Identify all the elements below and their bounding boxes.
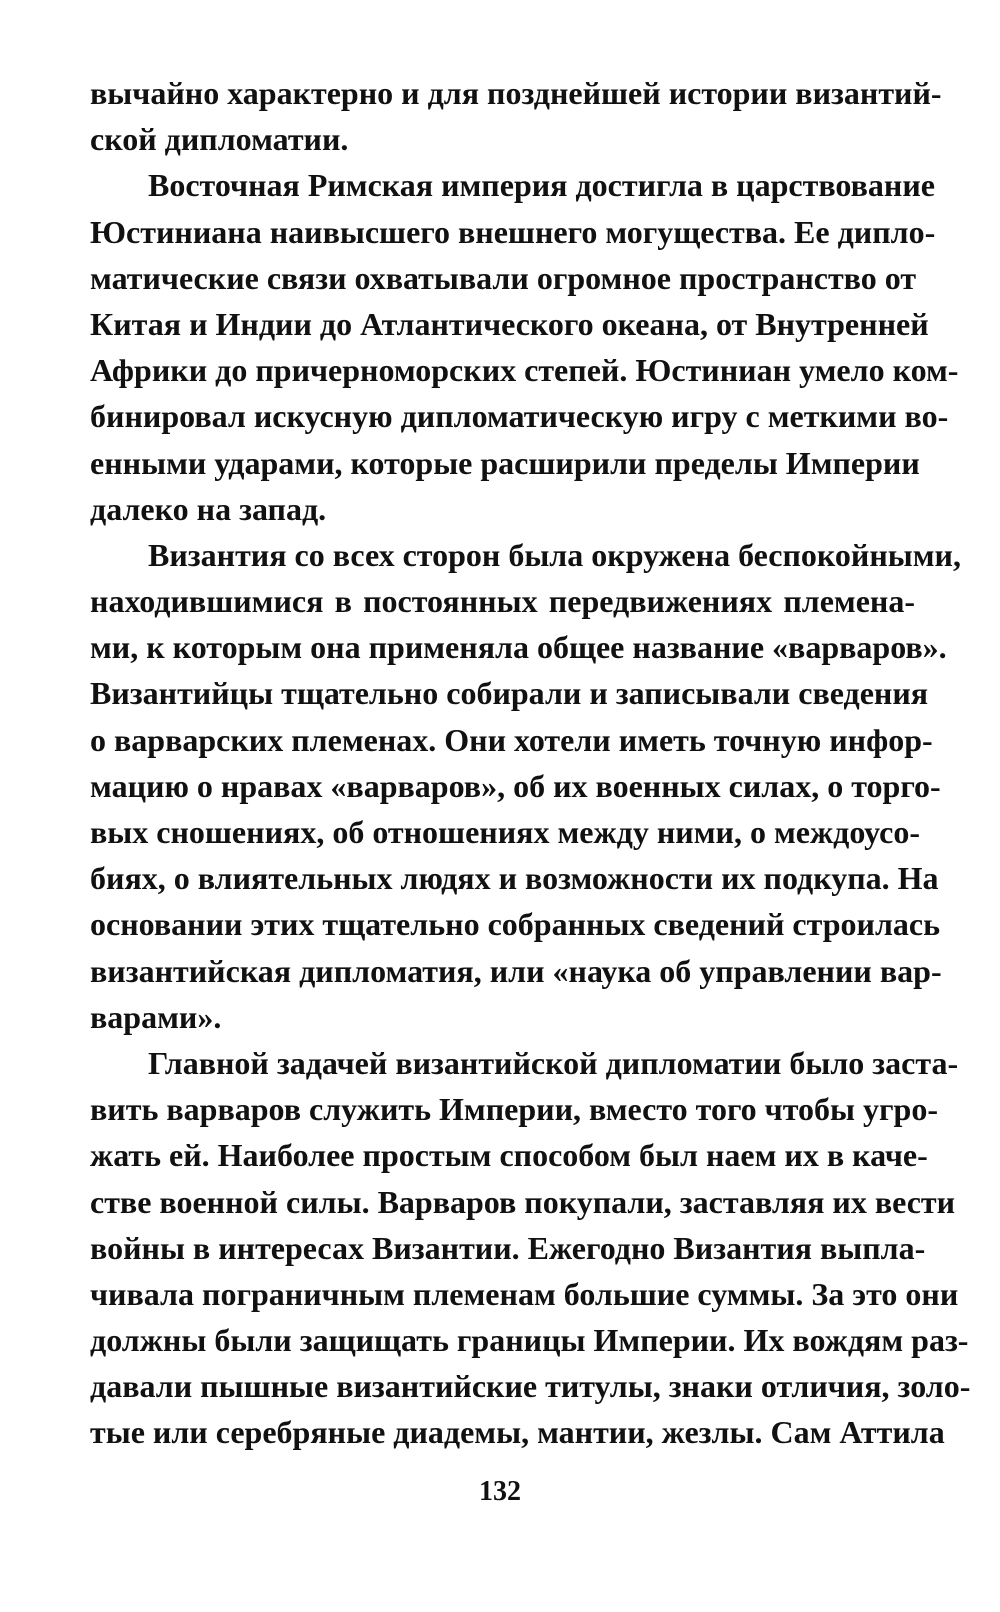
text-line: Византийцы тщательно собирали и записывали сведения [90,675,929,712]
text-line: енными ударами, которые расширили пределы Империи [90,444,920,481]
text-line: Юстиниана наивысшего внешнего могущества. Ее дипло- [90,213,936,250]
text-line: Восточная Римская империя достигла в царствование [148,167,935,204]
text-line: вить варваров служить Империи, вместо того чтобы угро- [90,1091,938,1128]
text-line: чивала пограничным племенам большие суммы. За это они [90,1275,959,1312]
text-line: мацию о нравах «варваров», об их военных силах, о торго- [90,767,941,804]
text-line: должны были защищать границы Империи. Их вождям раз- [90,1322,969,1359]
text-line: Китая и Индии до Атлантического океана, от Внутренней [90,305,929,342]
text-line: варами». [90,998,222,1035]
text-line: стве военной силы. Варваров покупали, заставляя их вести [90,1183,956,1220]
text-line: ской дипломатии. [90,121,349,158]
text-line: вычайно характерно и для позднейшей истории византий- [90,75,942,111]
text-line: Африки до причерноморских степей. Юстиниан умело ком- [90,352,959,389]
text-line: давали пышные византийские титулы, знаки отличия, золо- [90,1368,971,1405]
text-line: матические связи охватывали огромное пространство от [90,259,917,296]
text-line: Главной задачей византийской дипломатии было заста- [148,1044,959,1081]
text-line: войны в интересах Византии. Ежегодно Византия выпла- [90,1229,926,1266]
body-text [90,70,971,1456]
text-line: византийская дипломатия, или «наука об управлении вар- [90,952,942,989]
text-line: далеко на запад. [90,490,327,527]
text-line: ми, к которым она применяла общее название «варваров». [90,629,947,666]
text-line: тые или серебряные диадемы, мантии, жезлы. Сам Аттила [90,1414,945,1451]
text-line: бинировал искусную дипломатическую игру с меткими во- [90,398,949,435]
text-line: жать ей. Наиболее простым способом был наем их в каче- [90,1137,928,1174]
text-line: основании этих тщательно собранных сведений строилась [90,906,941,943]
text-line: о варварских племенах. Они хотели иметь точную инфор- [90,721,933,758]
text-line: биях, о влиятельных людях и возможности их подкупа. На [90,860,939,897]
page-number: 132 [479,1476,521,1507]
text-line: находившимися в постоянных передвижениях племена- [90,583,915,620]
text-line: Византия со всех сторон была окружена беспокойными, [148,536,961,573]
text-line: вых сношениях, об отношениях между ними, о междоусо- [90,814,920,850]
